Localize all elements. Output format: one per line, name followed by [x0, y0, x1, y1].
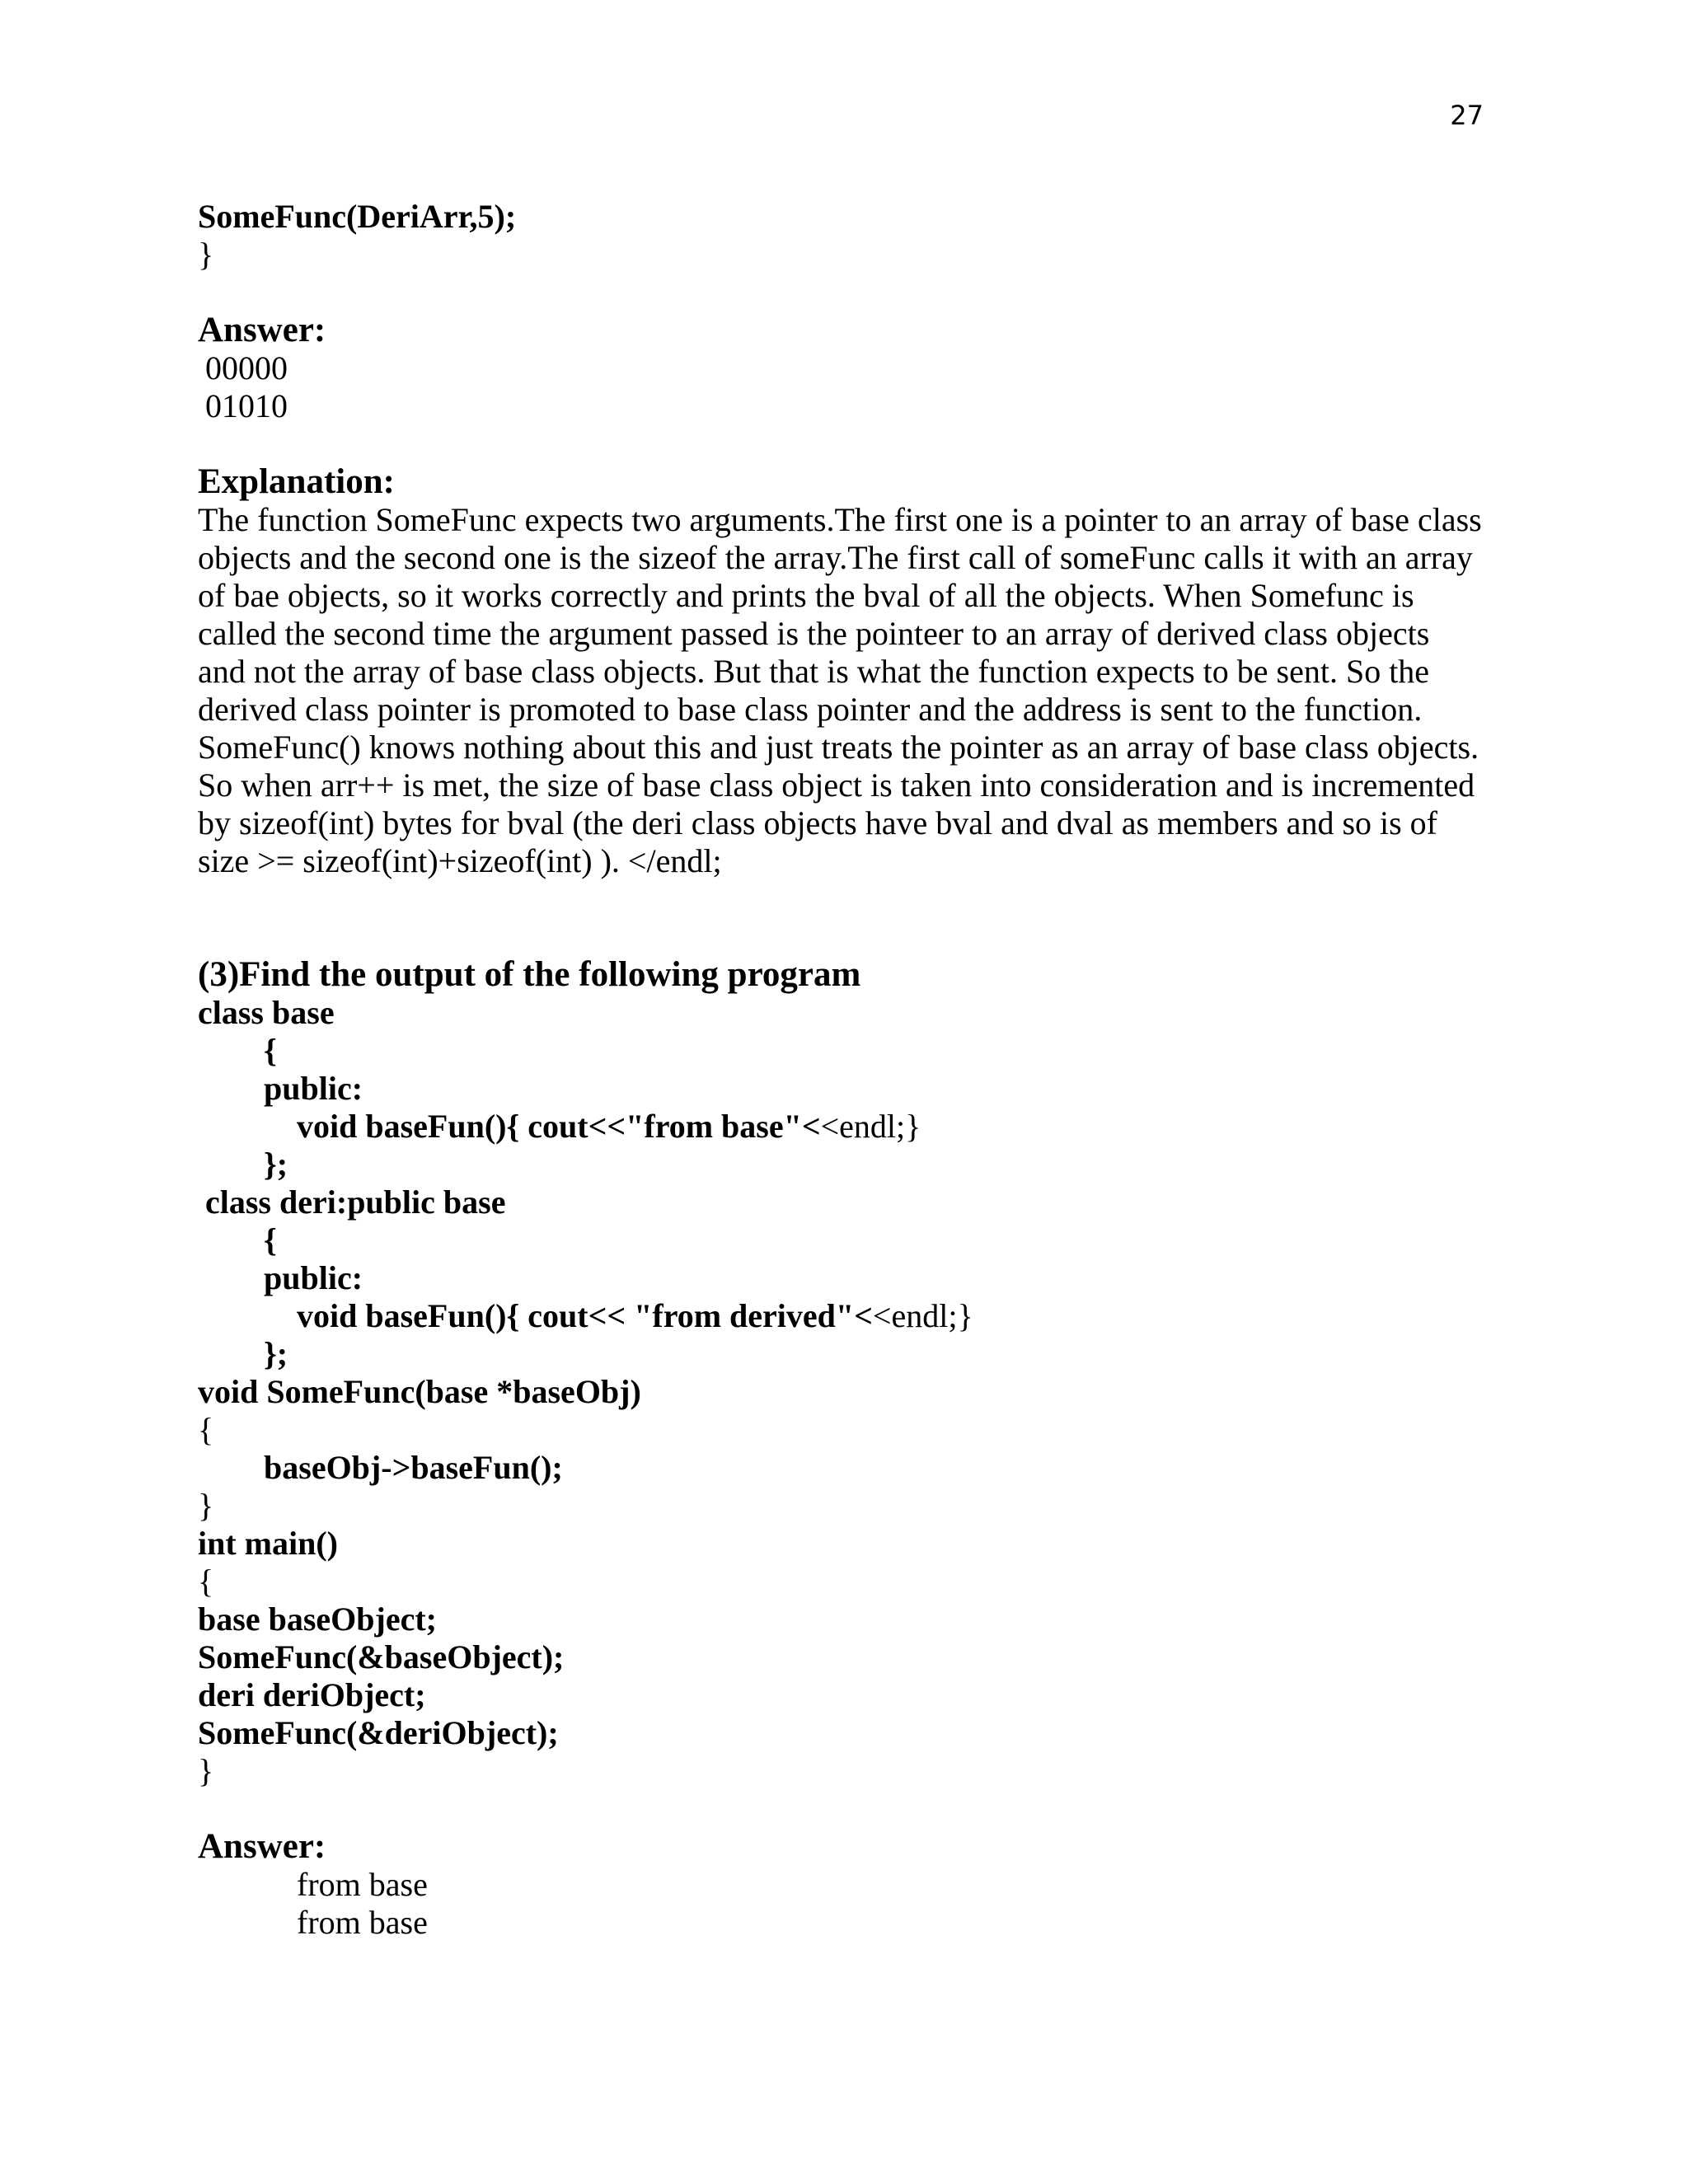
explanation-line: size >= sizeof(int)+sizeof(int) ). </endl;	[198, 842, 722, 879]
explanation-line: called the second time the argument passed is the pointeer to an array of derived class objects	[198, 615, 1430, 652]
explanation-line: of bae objects, so it works correctly and prints the bval of all the objects. When Somefunc is	[198, 577, 1414, 614]
page-number: 27	[1450, 100, 1484, 131]
answer-line: from base	[297, 1866, 428, 1903]
explanation-paragraph	[198, 501, 1500, 880]
answer-heading: Answer:	[198, 311, 326, 349]
code-line: class deri:public base	[205, 1183, 506, 1221]
answer-line: 01010	[205, 387, 288, 424]
code-line: }	[198, 1752, 214, 1789]
code-line: deri deriObject;	[198, 1676, 426, 1713]
code-line: {	[264, 1032, 277, 1069]
page-content	[198, 198, 1500, 1942]
explanation-line: and not the array of base class objects. But that is what the function expects to be sent. So the	[198, 653, 1430, 690]
code-line: public:	[264, 1259, 363, 1296]
code-line: int main()	[198, 1525, 338, 1562]
code-close-brace: }	[198, 236, 214, 273]
code-fragment: void baseFun(){ cout<< "from derived"<	[297, 1297, 873, 1334]
code-line: {	[198, 1563, 214, 1600]
code-line: };	[264, 1146, 288, 1183]
code-line: {	[198, 1411, 214, 1448]
code-line: class base	[198, 994, 335, 1031]
code-fragment: void baseFun(){ cout<<"from base"<	[297, 1108, 821, 1145]
code-line: SomeFunc(&baseObject);	[198, 1638, 565, 1675]
explanation-line: objects and the second one is the sizeof the array.The first call of someFunc calls it with an array	[198, 539, 1473, 576]
explanation-line: by sizeof(int) bytes for bval (the deri class objects have bval and dval as members and so is of	[198, 804, 1438, 841]
code-line: base baseObject;	[198, 1601, 437, 1638]
code-fragment: <endl;}	[820, 1108, 921, 1145]
code-line: baseObj->baseFun();	[264, 1449, 563, 1486]
code-line: {	[264, 1221, 277, 1258]
code-line-somefunc-call: SomeFunc(DeriArr,5);	[198, 198, 517, 235]
code-line: SomeFunc(&deriObject);	[198, 1714, 559, 1751]
code-line	[198, 1297, 1500, 1335]
explanation-line: The function SomeFunc expects two arguments.The first one is a pointer to an array of base class	[198, 501, 1482, 538]
code-line: public:	[264, 1070, 363, 1107]
answer-line: from base	[297, 1904, 428, 1941]
explanation-line: SomeFunc() knows nothing about this and just treats the pointer as an array of base class objects.	[198, 729, 1479, 766]
code-line: };	[264, 1335, 288, 1372]
explanation-heading: Explanation:	[198, 462, 395, 501]
answer-heading: Answer:	[198, 1827, 326, 1866]
code-line: }	[198, 1487, 214, 1524]
code-line: void SomeFunc(base *baseObj)	[198, 1373, 641, 1410]
code-line	[198, 1108, 1500, 1146]
code-fragment: <endl;}	[872, 1297, 973, 1334]
explanation-line: So when arr++ is met, the size of base class object is taken into consideration and is incremented	[198, 766, 1475, 804]
answer-line: 00000	[205, 349, 288, 387]
question-title: (3)Find the output of the following program	[198, 955, 861, 994]
explanation-line: derived class pointer is promoted to base class pointer and the address is sent to the function.	[198, 691, 1423, 728]
